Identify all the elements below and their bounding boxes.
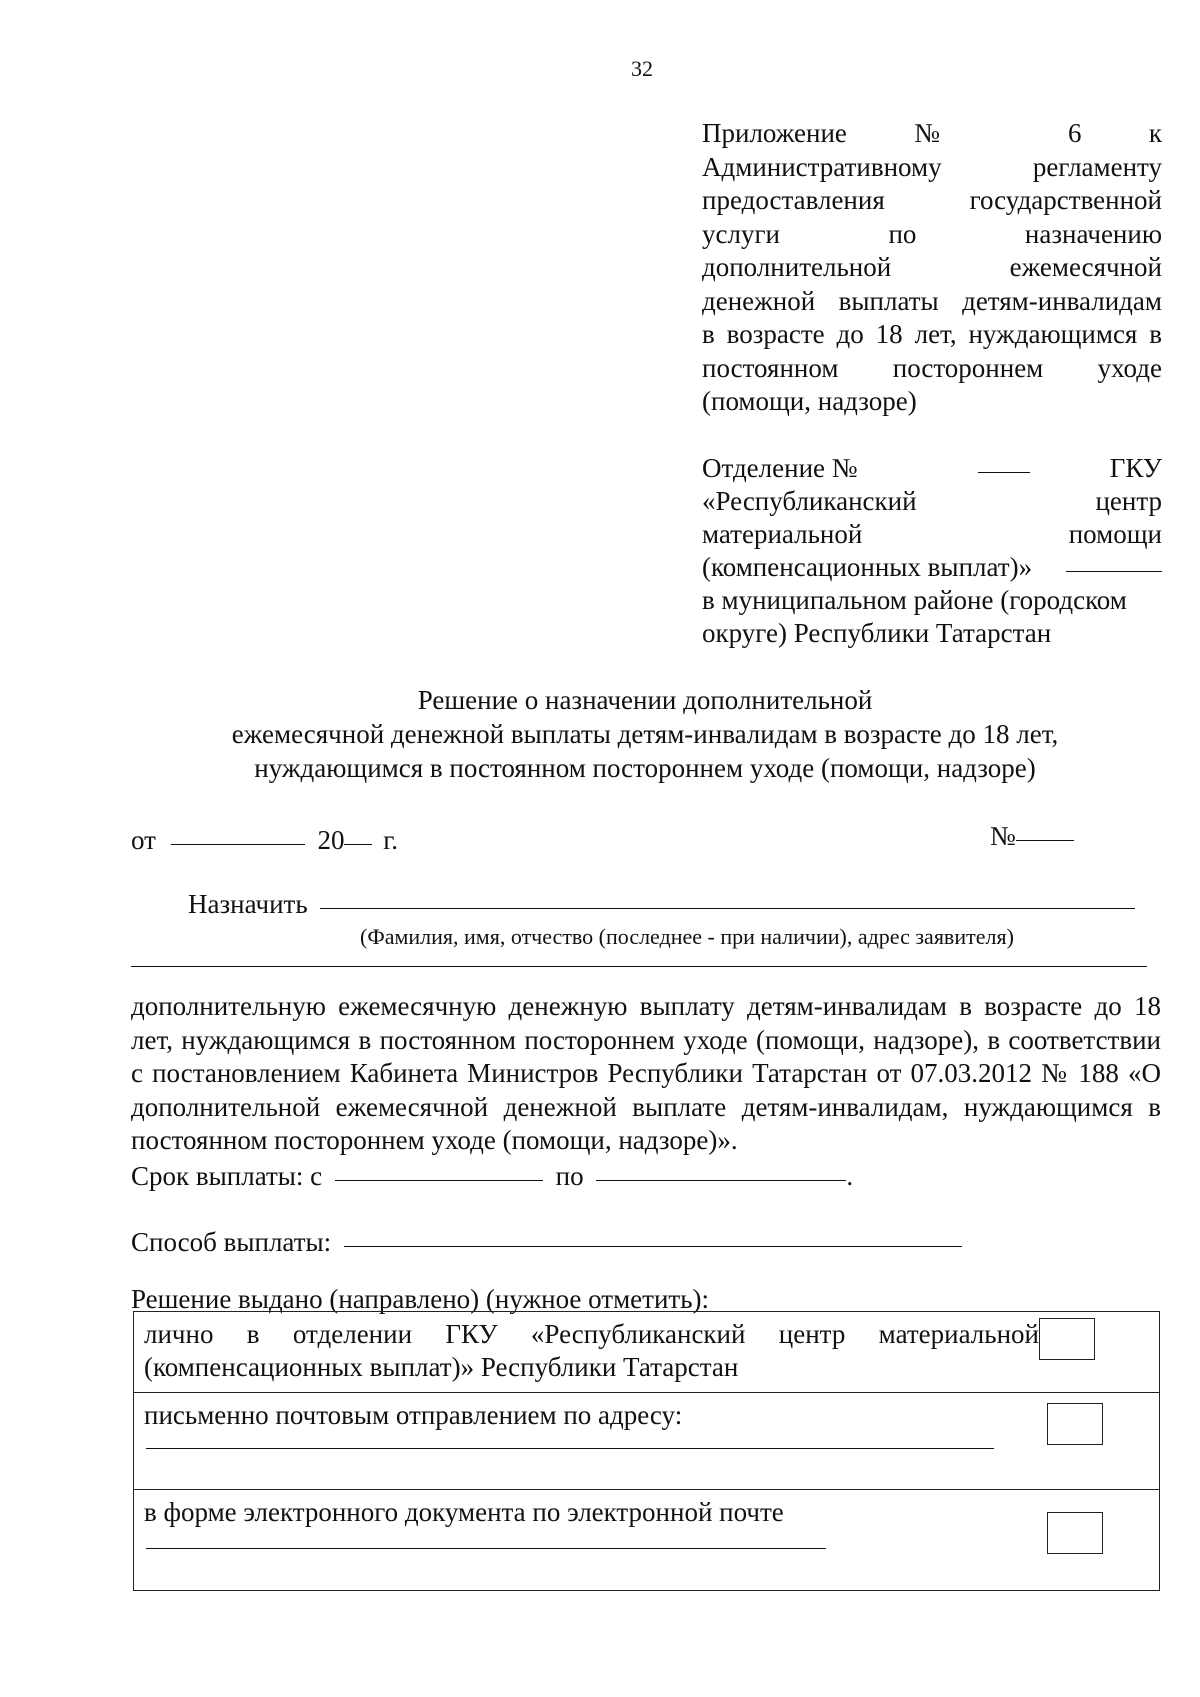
appendix-line: денежной выплаты детям-инвалидам xyxy=(702,285,1162,316)
appendix-line: Административному регламенту xyxy=(702,151,1162,182)
payment-method-field[interactable] xyxy=(344,1246,962,1247)
year-field[interactable] xyxy=(344,844,372,845)
issued-heading: Решение выдано (направлено) (нужное отметить): xyxy=(131,1284,710,1314)
appendix-header xyxy=(702,117,1162,419)
title-line: Решение о назначении дополнительной xyxy=(417,685,873,715)
issued-option-post xyxy=(134,1393,1160,1490)
appendix-line: Приложение № 6 к xyxy=(702,118,1162,148)
issued-options-table xyxy=(133,1311,1160,1591)
department-block xyxy=(702,452,1162,650)
option-text: лично в отделении ГКУ «Республиканский центр материальной (компенсационных выплат)» Республики Татарстан xyxy=(144,1319,1039,1382)
option-text: в форме электронного документа по электронной почте xyxy=(144,1497,784,1527)
post-address-field[interactable] xyxy=(146,1448,994,1449)
department-text: (компенсационных выплат)» xyxy=(702,552,1033,582)
appendix-line: услуги по назначению xyxy=(702,218,1162,249)
year-suffix: г. xyxy=(383,825,398,855)
date-line xyxy=(131,824,1131,857)
table-row xyxy=(134,1490,1160,1591)
department-text: округе) Республики Татарстан xyxy=(702,618,1052,648)
payment-start-field[interactable] xyxy=(335,1180,543,1181)
applicant-field-line2[interactable] xyxy=(131,966,1147,967)
number-label: № xyxy=(990,821,1016,851)
appendix-line: дополнительной ежемесячной xyxy=(702,252,1162,282)
payment-period-line xyxy=(131,1160,1161,1193)
applicant-caption: (Фамилия, имя, отчество (последнее - при наличии), адрес заявителя) xyxy=(360,924,1014,949)
appendix-line: предоставления государственной xyxy=(702,185,1162,215)
number-field[interactable] xyxy=(1016,840,1074,841)
department-text: «Республиканский xyxy=(702,486,917,516)
date-prefix: от xyxy=(131,825,156,855)
department-text: материальной xyxy=(702,519,863,549)
department-name-field[interactable] xyxy=(1066,571,1162,572)
department-text: центр xyxy=(1095,486,1162,516)
assign-label: Назначить xyxy=(188,889,308,919)
date-field[interactable] xyxy=(171,844,305,845)
department-gku: ГКУ xyxy=(1109,453,1162,483)
table-row xyxy=(134,1393,1160,1490)
payment-period-label: Срок выплаты: с xyxy=(131,1161,323,1191)
issued-option-email xyxy=(134,1490,1160,1591)
email-address-field[interactable] xyxy=(146,1548,826,1549)
table-row xyxy=(134,1312,1160,1393)
payment-period-to: по xyxy=(555,1161,584,1191)
year-prefix: 20 xyxy=(317,825,345,855)
payment-end-field[interactable] xyxy=(596,1180,846,1181)
page-number: 32 xyxy=(631,56,653,81)
title-line: ежемесячной денежной выплаты детям-инвалидам в возрасте до 18 лет, xyxy=(231,719,1059,749)
department-label: Отделение № xyxy=(702,453,858,483)
issued-option-in-person xyxy=(134,1312,1160,1393)
department-text: помощи xyxy=(1068,519,1162,549)
payment-method-label: Способ выплаты: xyxy=(131,1227,332,1257)
appendix-line: в возрасте до 18 лет, нуждающимся в xyxy=(702,319,1162,349)
assign-line xyxy=(188,888,1148,921)
payment-method-line xyxy=(131,1226,1161,1259)
decision-number xyxy=(990,820,1074,853)
payment-period-end: . xyxy=(846,1161,854,1191)
appendix-line: постоянном постороннем уходе xyxy=(702,352,1162,383)
department-text: в муниципальном районе (городском xyxy=(702,585,1127,615)
checkbox-post[interactable] xyxy=(1047,1403,1103,1445)
decision-body-text: дополнительную ежемесячную денежную выплату детям-инвалидам в возрасте до 18 лет, нуждающимся в постоянном постороннем уходе (помощи, надзоре), в соответствии с постановлением Кабинета Министров Республики Татарстан от 07.03.2012 № 188 «О дополнительной ежемесячной денежной выплате детям-инвалидам, нуждающимся в постоянном постороннем уходе (помощи, надзоре)». xyxy=(131,991,1161,1155)
decision-title xyxy=(120,683,1170,785)
option-text: письменно почтовым отправлением по адресу: xyxy=(144,1400,683,1430)
checkbox-in-person[interactable] xyxy=(1039,1318,1095,1360)
appendix-line: (помощи, надзоре) xyxy=(702,386,917,416)
department-number-field[interactable] xyxy=(978,472,1030,473)
checkbox-email[interactable] xyxy=(1047,1512,1103,1554)
applicant-field[interactable] xyxy=(320,908,1135,909)
title-line: нуждающимся в постоянном постороннем уходе (помощи, надзоре) xyxy=(254,753,1036,783)
